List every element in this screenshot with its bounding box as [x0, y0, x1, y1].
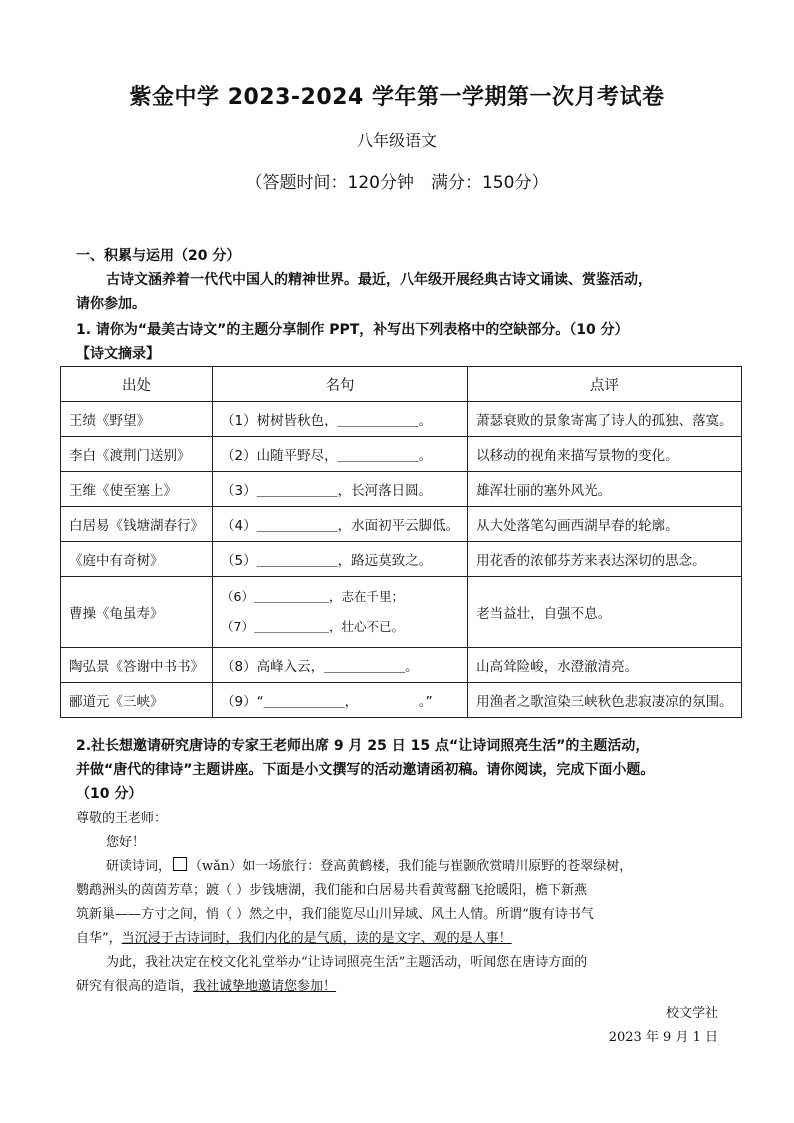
- letter-paragraph-1-line-1: 研读诗词， （wǎn）如一场旅行：登高黄鹤楼，我们能与崔颢欣赏晴川原野的苍翠绿树，: [106, 859, 633, 874]
- cell-source: 王维《使至塞上》: [61, 472, 213, 507]
- cell-line: （5）＿＿＿＿＿＿，路远莫致之。: [213, 542, 468, 577]
- table-row: [61, 437, 742, 472]
- cell-line: （4）＿＿＿＿＿＿，水面初平云脚低。: [213, 507, 468, 542]
- cell-source: 李白《渡荆门送别》: [61, 437, 213, 472]
- cell-source: 陶弘景《答谢中书书》: [61, 648, 213, 683]
- excerpt-label: 【诗文摘录】: [76, 346, 160, 362]
- cell-comment: 萧瑟衰败的景象寄寓了诗人的孤独、落寞。: [468, 402, 742, 437]
- exam-title: 紫金中学 2023-2024 学年第一学期第一次月考试卷: [129, 85, 665, 110]
- cell-comment: 从大处落笔勾画西湖早春的轮廓。: [468, 507, 742, 542]
- table-row: [61, 648, 742, 683]
- cell-line: （1）树树皆秋色，＿＿＿＿＿＿。: [213, 402, 468, 437]
- cell-source: 曹操《龟虽寿》: [61, 577, 213, 648]
- cell-line-part-2: （7）＿＿＿＿＿＿，壮心不已。: [221, 619, 404, 634]
- header-comment: 点评: [468, 367, 742, 402]
- exam-time-info: （答题时间：120分钟 满分：150分）: [245, 173, 549, 193]
- cell-line: [213, 577, 468, 648]
- cell-source: 《庭中有奇树》: [61, 542, 213, 577]
- underlined-invitation: 我社诚挚地邀请您参加！: [193, 979, 337, 994]
- header-source: 出处: [61, 367, 213, 402]
- cell-comment: 以移动的视角来描写景物的变化。: [468, 437, 742, 472]
- table-header-row: [61, 367, 742, 402]
- table-row: [61, 683, 742, 718]
- cell-comment: 用渔者之歌渲染三峡秋色悲寂凄凉的氛围。: [468, 683, 742, 718]
- question-2-line-2: 并做“唐代的律诗”主题讲座。下面是小文撰写的活动邀请函初稿。请你阅读，完成下面小题。: [76, 762, 655, 778]
- letter-paragraph-1-line-2: 鹦鹉洲头的茵茵芳草；踱（ ）步钱塘湖，我们能和白居易共看黄莺翻飞抢暖阳，檐下新燕: [76, 883, 588, 898]
- exam-subject: 八年级语文: [356, 131, 437, 150]
- cell-line: （9）“＿＿＿＿＿＿， 。”: [213, 683, 468, 718]
- blank-box: [173, 857, 187, 871]
- question-2-line-3: （10 分）: [76, 786, 143, 802]
- letter-paragraph-2-line-1: 为此，我社决定在校文化礼堂举办“让诗词照亮生活”主题活动，听闻您在唐诗方面的: [106, 955, 588, 970]
- cell-source: 郦道元《三峡》: [61, 683, 213, 718]
- cell-line: （3）＿＿＿＿＿＿，长河落日圆。: [213, 472, 468, 507]
- table-row: [61, 542, 742, 577]
- letter-date: 2023 年 9 月 1 日: [608, 1030, 718, 1045]
- cell-line: （2）山随平野尽，＿＿＿＿＿＿。: [213, 437, 468, 472]
- cell-comment: 用花香的浓郁芬芳来表达深切的思念。: [468, 542, 742, 577]
- pinyin-hint: （wǎn）: [189, 859, 243, 874]
- cell-line-part-1: （6）＿＿＿＿＿＿，志在千里；: [221, 589, 404, 604]
- cell-comment: 雄浑壮丽的塞外风光。: [468, 472, 742, 507]
- poem-table: [60, 366, 742, 718]
- letter-signature: 校文学社: [665, 1006, 718, 1021]
- letter-paragraph-1-line-3: 筑新巢——方寸之间，悄（ ）然之中，我们能览尽山川异域、风土人情。所谓“腹有诗书气: [76, 907, 594, 922]
- table-row: [61, 577, 742, 648]
- table-row: [61, 507, 742, 542]
- section-intro-line-1: 古诗文涵养着一代代中国人的精神世界。最近，八年级开展经典古诗文诵读、赏鉴活动，: [106, 272, 652, 288]
- header-line: 名句: [213, 367, 468, 402]
- letter-salutation: 尊敬的王老师：: [76, 811, 168, 826]
- letter-greeting: 您好！: [106, 835, 146, 850]
- cell-source: 白居易《钱塘湖春行》: [61, 507, 213, 542]
- cell-source: 王绩《野望》: [61, 402, 213, 437]
- cell-line: （8）高峰入云，＿＿＿＿＿＿。: [213, 648, 468, 683]
- underlined-sentence: 当沉浸于古诗词时，我们内化的是气质，读的是文字、观的是人事！: [121, 931, 512, 946]
- table-row: [61, 402, 742, 437]
- letter-paragraph-1-line-4: 自华”，当沉浸于古诗词时，我们内化的是气质，读的是文字、观的是人事！: [76, 931, 512, 946]
- cell-comment: 山高耸险峻，水澄澈清亮。: [468, 648, 742, 683]
- cell-comment: 老当益壮，自强不息。: [468, 577, 742, 648]
- section-heading: 一、积累与运用（20 分）: [76, 248, 241, 264]
- question-1: 1. 请你为“最美古诗文”的主题分享制作 PPT，补写出下列表格中的空缺部分。（10 分）: [76, 322, 629, 338]
- table-row: [61, 472, 742, 507]
- section-intro-line-2: 请你参加。: [76, 296, 146, 312]
- question-2-line-1: 2.社长想邀请研究唐诗的专家王老师出席 9 月 25 日 15 点“让诗词照亮生活”的主题活动，: [76, 738, 650, 754]
- letter-paragraph-2-line-2: 研究有很高的造诣，我社诚挚地邀请您参加！: [76, 979, 337, 994]
